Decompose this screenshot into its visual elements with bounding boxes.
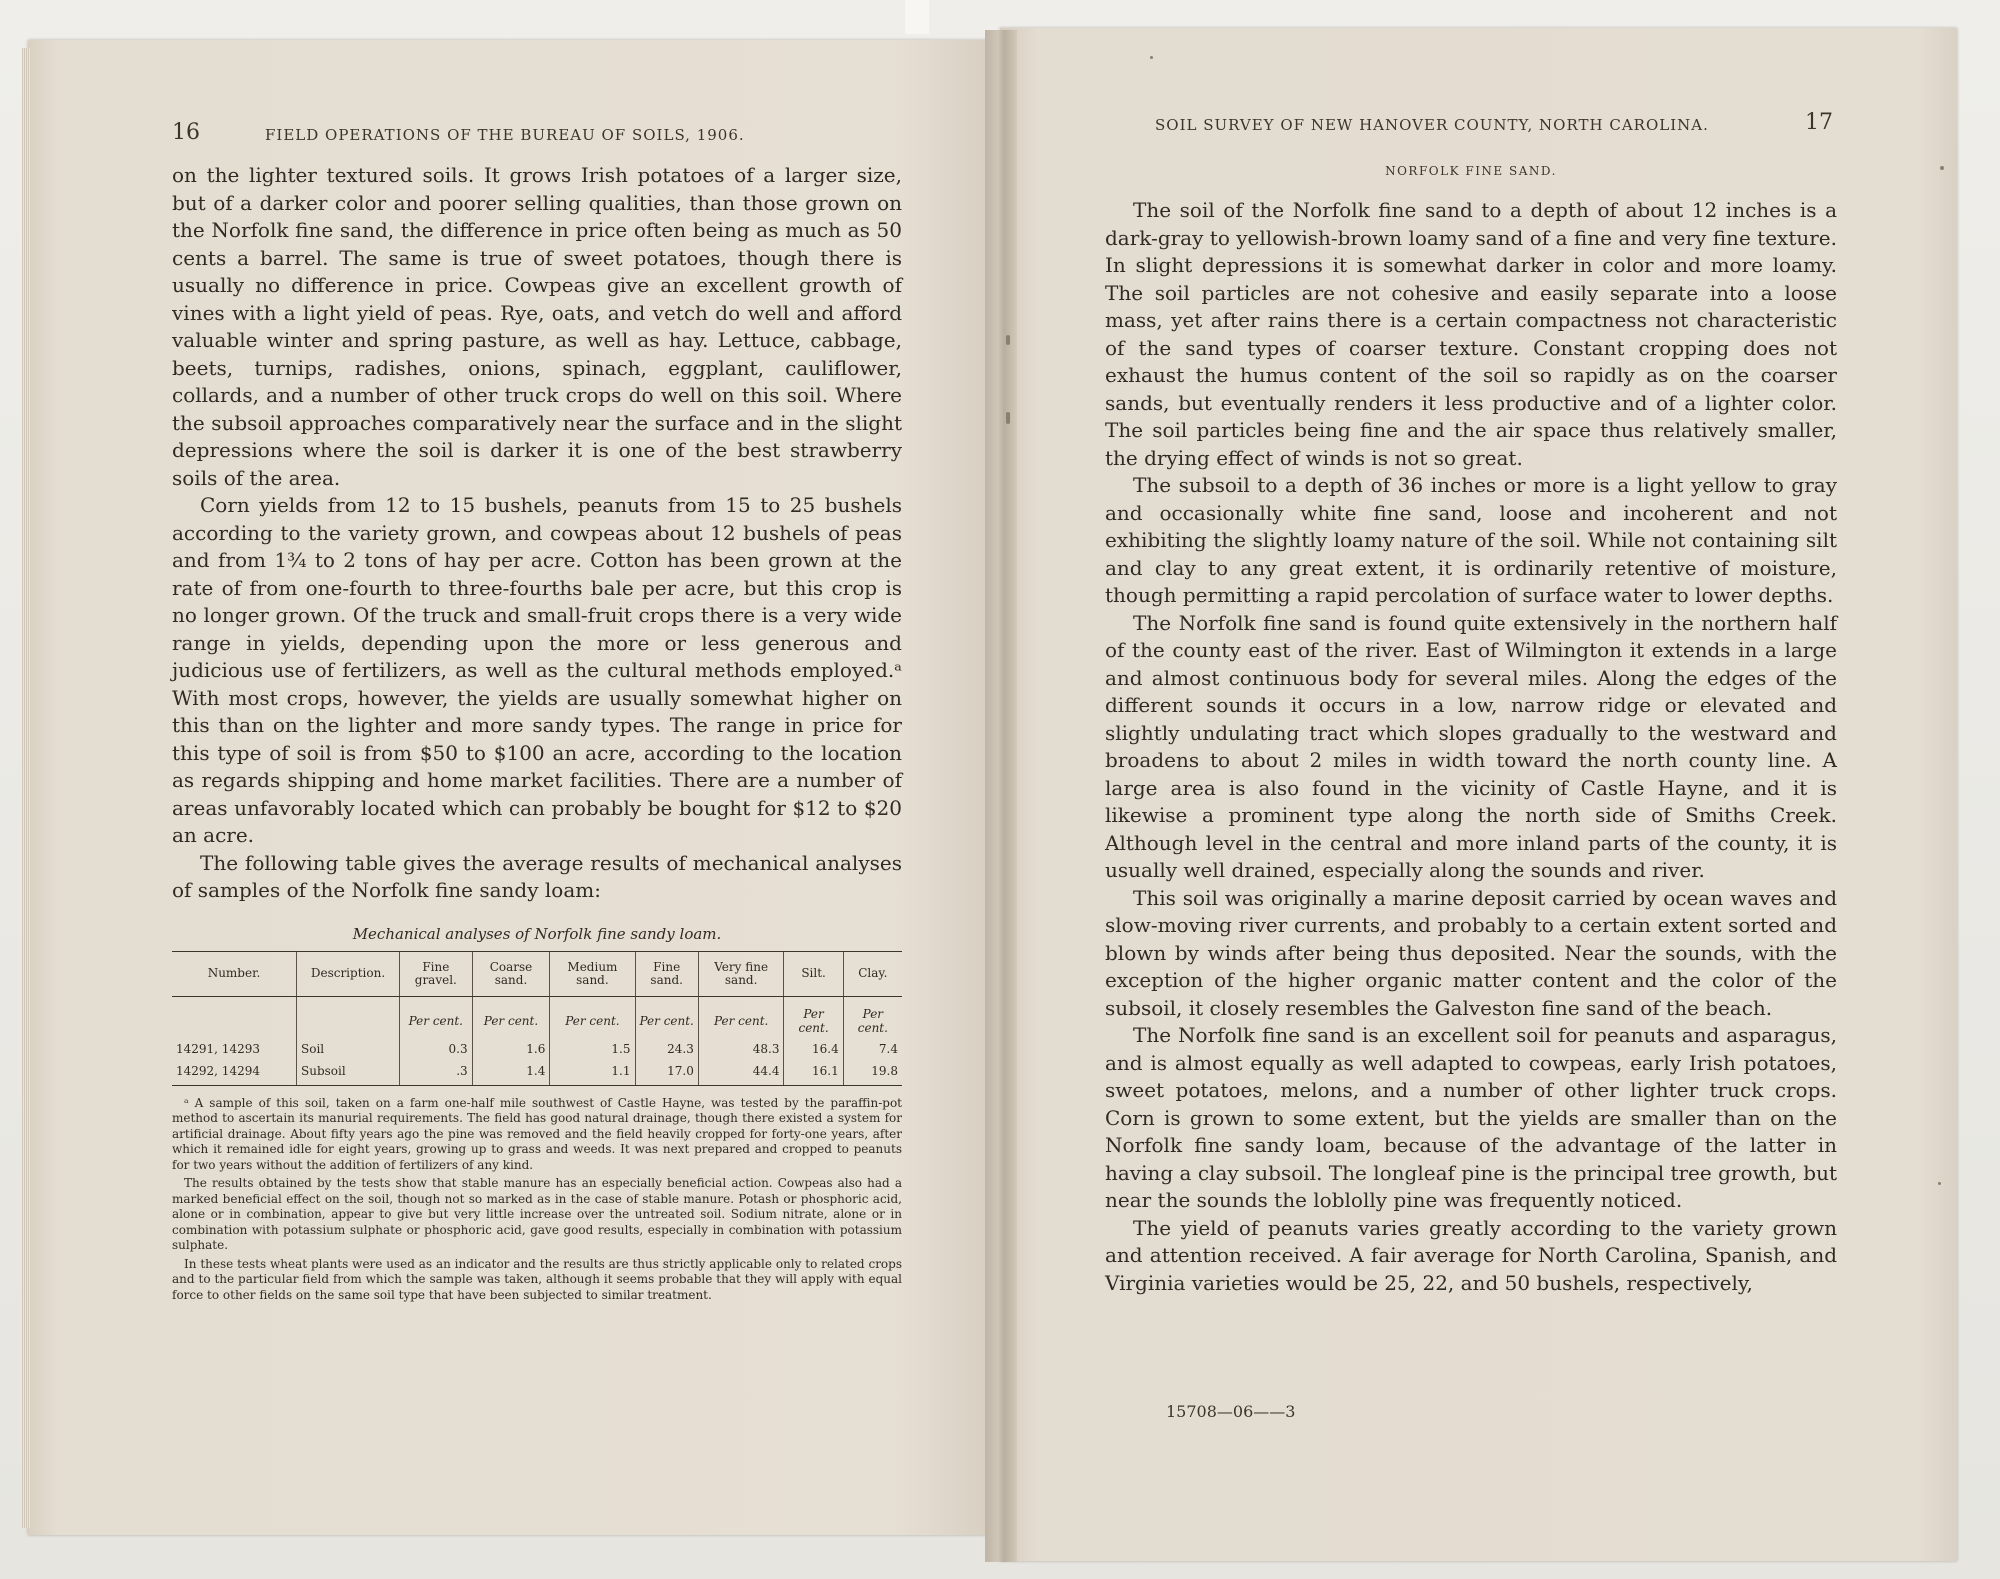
- cell-value: 1.6: [472, 1038, 550, 1060]
- scan-speck: [1006, 335, 1010, 345]
- footnote-a: ᵃ A sample of this soil, taken on a farm one-half mile southwest of Castle Hayne, was tested by the paraffin-pot method to ascertain its manurial requirements. The field has good natural drainage, though there existed a system for artificial drainage. About fifty years ago the pine was removed and the field heavily cropped for forty-one years, after which it remained idle for eight years, growing up to grass and weeds. It was next prepared and cropped to peanuts for two years without the addition of fertilizers of any kind.: [172, 1095, 902, 1172]
- header-fine-sand: Fine sand.: [635, 951, 698, 996]
- right-page-number: 17: [1805, 110, 1833, 135]
- unit-label: Per cent.: [550, 996, 635, 1038]
- cell-value: 1.5: [550, 1038, 635, 1060]
- right-paragraph-1: The soil of the Norfolk fine sand to a depth of about 12 inches is a dark-gray to yellowish-brown loamy sand of a fine and very fine texture. In slight depressions it is somewhat darker in color and more loamy. The soil particles are not cohesive and easily separate into a loose mass, yet after rains there is a certain compactness not characteristic of the sand types of coarser texture. Constant cropping does not exhaust the humus content of the soil so rapidly as on the coarser sands, but eventually renders it less productive and of a lighter color. The soil particles being fine and the air space thus relatively smaller, the drying effect of winds is not so great.: [1105, 198, 1837, 470]
- header-number: Number.: [172, 951, 297, 996]
- table-row: [172, 1038, 902, 1060]
- cell-value: 1.4: [472, 1060, 550, 1086]
- left-page-number: 16: [172, 120, 200, 145]
- cell-number: 14291, 14293: [176, 1041, 260, 1056]
- header-fine-gravel: Fine gravel.: [400, 951, 473, 996]
- unit-label: Per cent.: [698, 996, 784, 1038]
- right-paragraph-6: The yield of peanuts varies greatly according to the variety grown and attention received. A fair average for North Carolina, Spanish, and Virginia varieties would be 25, 22, and 50 bushels, respectively,: [1105, 1215, 1837, 1295]
- cell-description: Soil: [297, 1038, 400, 1060]
- table-units-row: [172, 996, 902, 1038]
- cell-value: 16.1: [784, 1060, 843, 1086]
- cell-number: 14292, 14294: [172, 1060, 297, 1086]
- mechanical-analyses-table: [172, 951, 902, 1086]
- cell-value: 19.8: [843, 1060, 902, 1086]
- unit-label: Per cent.: [635, 996, 698, 1038]
- scan-speck: [1940, 166, 1944, 170]
- header-coarse-sand: Coarse sand.: [472, 951, 550, 996]
- header-description: Description.: [297, 951, 400, 996]
- left-page-body: [172, 162, 902, 1306]
- cell-value: 0.3: [400, 1038, 473, 1060]
- right-page-body: [1105, 197, 1837, 1297]
- cell-value: 48.3: [698, 1038, 784, 1060]
- unit-label: Per cent.: [472, 996, 550, 1038]
- header-medium-sand: Medium sand.: [550, 951, 635, 996]
- footnote-method: In these tests wheat plants were used as an indicator and the results are thus strictly applicable only to related crops and to the particular field from which the sample was taken, although it seems probable that they will apply with equal force to other fields on the same soil type that have been subjected to similar treatment.: [172, 1256, 902, 1302]
- cell-description: Subsoil: [297, 1060, 400, 1086]
- unit-label: Per cent.: [784, 996, 843, 1038]
- unit-label: Per cent.: [400, 996, 473, 1038]
- right-running-head: SOIL SURVEY OF NEW HANOVER COUNTY, NORTH CAROLINA.: [1155, 116, 1709, 134]
- right-paragraph-4: This soil was originally a marine deposit carried by ocean waves and slow-moving river currents, and probably to a certain extent sorted and blown by winds after being thus deposited. Near the sounds, with the exception of the higher organic matter content and the color of the subsoil, it closely resembles the Galveston fine sand of the beach.: [1105, 885, 1837, 1020]
- scan-speck: [1150, 56, 1153, 59]
- section-title: NORFOLK FINE SAND.: [1385, 164, 1557, 178]
- book-gutter: [985, 30, 1017, 1562]
- cell-value: 1.1: [550, 1060, 635, 1086]
- printer-signature: 15708—06——3: [1166, 1402, 1296, 1421]
- left-page-edges: [22, 48, 30, 1528]
- left-running-head: FIELD OPERATIONS OF THE BUREAU OF SOILS, 1906.: [265, 126, 745, 144]
- right-paragraph-2: The subsoil to a depth of 36 inches or more is a light yellow to gray and occasionally white fine sand, loose and incoherent and not exhibiting the slightly loamy nature of the soil. While not containing silt and clay to any great extent, it is ordinarily retentive of moisture, though permitting a rapid percolation of surface water to lower depths.: [1105, 473, 1837, 607]
- cell-value: 16.4: [784, 1038, 843, 1060]
- left-paragraph-1: on the lighter textured soils. It grows Irish potatoes of a larger size, but of a darker color and poorer selling qualities, than those grown on the Norfolk fine sand, the difference in price often being as much as 50 cents a barrel. The same is true of sweet potatoes, though there is usually no difference in price. Cowpeas give an excellent growth of vines with a light yield of peas. Rye, oats, and vetch do well and afford valuable winter and spring pasture, as well as hay. Lettuce, cabbage, beets, turnips, radishes, onions, spinach, eggplant, cauliflower, collards, and a number of other truck crops do well on this soil. Where the subsoil approaches comparatively near the surface and in the slight depressions where the soil is darker it is one of the best strawberry soils of the area.: [172, 163, 902, 490]
- header-clay: Clay.: [843, 951, 902, 996]
- left-paragraph-3: The following table gives the average results of mechanical analyses of samples of the Norfolk fine sandy loam:: [172, 850, 902, 902]
- footnotes: [172, 1096, 902, 1304]
- right-paragraph-5: The Norfolk fine sand is an excellent soil for peanuts and asparagus, and is almost equally as well adapted to cowpeas, early Irish potatoes, sweet potatoes, melons, and a number of other lighter truck crops. Corn is grown to some extent, but the yields are smaller than on the Norfolk fine sandy loam, because of the advantage of the latter in having a clay subsoil. The longleaf pine is the principal tree growth, but near the sounds the loblolly pine was frequently noticed.: [1105, 1023, 1837, 1212]
- footnote-results: The results obtained by the tests show that stable manure has an especially beneficial action. Cowpeas also had a marked beneficial effect on the soil, though not so marked as in the case of stable manure. Potash or phosphoric acid, alone or in combination, appear to give but very little increase over the untreated soil. Sodium nitrate, alone or in combination with potassium sulphate or phosphoric acid, gave good results, especially in combination with potassium sulphate.: [172, 1176, 902, 1252]
- cell-value: 24.3: [635, 1038, 698, 1060]
- scan-speck: [1006, 412, 1010, 424]
- table-row: [172, 1060, 902, 1086]
- cell-value: 7.4: [843, 1038, 902, 1060]
- cell-value: 17.0: [635, 1060, 698, 1086]
- cell-value: .3: [400, 1060, 473, 1086]
- right-paragraph-3: The Norfolk fine sand is found quite extensively in the northern half of the county east of the river. East of Wilmington it extends in a large and almost continuous body for several miles. Along the edges of the different sounds it occurs in a low, narrow ridge or elevated and slightly undulating tract which slopes gradually to the westward and broadens to about 2 miles in width toward the north county line. A large area is also found in the vicinity of Castle Hayne, and it is likewise a prominent type along the north side of Smiths Creek. Although level in the central and more inland parts of the county, it is usually well drained, especially along the sounds and river.: [1105, 610, 1837, 882]
- scan-speck: [1938, 1182, 1941, 1185]
- header-very-fine-sand: Very fine sand.: [698, 951, 784, 996]
- scan-top-strip: [905, 0, 929, 34]
- cell-value: 44.4: [698, 1060, 784, 1086]
- unit-label: Per cent.: [843, 996, 902, 1038]
- left-paragraph-2: Corn yields from 12 to 15 bushels, peanuts from 15 to 25 bushels according to the variety grown, and cowpeas about 12 bushels of peas and from 1¾ to 2 tons of hay per acre. Cotton has been grown at the rate of from one-fourth to three-fourths bale per acre, but this crop is no longer grown. Of the truck and small-fruit crops there is a very wide range in yields, depending upon the more or less generous and judicious use of fertilizers, as well as the cultural methods employed.ᵃ With most crops, however, the yields are usually somewhat higher on this than on the lighter and more sandy types. The range in price for this type of soil is from $50 to $100 an acre, according to the location as regards shipping and home market facilities. There are a number of areas unfavorably located which can probably be bought for $12 to $20 an acre.: [172, 493, 902, 847]
- table-header-row: [172, 951, 902, 996]
- table-caption: Mechanical analyses of Norfolk fine sandy loam.: [352, 924, 722, 943]
- header-silt: Silt.: [784, 951, 843, 996]
